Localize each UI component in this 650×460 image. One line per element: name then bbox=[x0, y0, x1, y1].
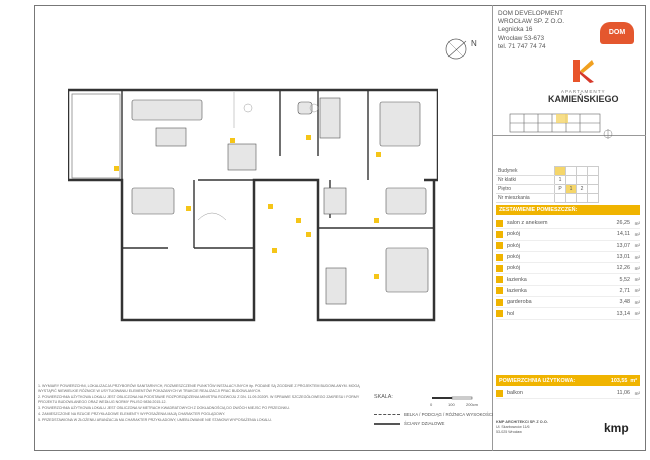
room-row bbox=[496, 241, 640, 252]
company-info bbox=[498, 10, 564, 51]
scale-tick: 100 bbox=[448, 402, 455, 407]
scale-bar bbox=[430, 396, 480, 408]
room-name: hol bbox=[507, 310, 515, 317]
scale-tick: 0 bbox=[430, 402, 433, 407]
company-phone: tel. 71 747 74 74 bbox=[498, 42, 546, 50]
room-name: garderoba bbox=[507, 299, 532, 306]
total-area-label: POWIERZCHNIA UŻYTKOWA: bbox=[499, 377, 576, 384]
dom-logo: DOM bbox=[600, 22, 634, 44]
room-marker-icon bbox=[496, 276, 503, 283]
room-marker-icon bbox=[496, 265, 503, 272]
room-area: 3,48 bbox=[619, 299, 630, 306]
room-row bbox=[496, 297, 640, 308]
architect-name: KMP ARCHITEKCI SP. Z O.O. bbox=[496, 420, 548, 424]
balcony-area: 11,06 bbox=[616, 390, 630, 397]
building-info-label: Nr klatki bbox=[496, 176, 555, 185]
note-item: 5. PRZEDSTAWIONA W ZŁOŻENIU ARANŻACJA MA CHARAKTER PRZYKŁADOWY, UMEBLOWANIE NIE STANOWI WYPOSAŻENIA LOKALU. bbox=[38, 417, 272, 422]
room-row bbox=[496, 263, 640, 274]
room-row bbox=[496, 286, 640, 297]
building-info-cell bbox=[555, 167, 566, 176]
room-row bbox=[496, 274, 640, 285]
room-unit: m² bbox=[634, 288, 640, 294]
room-area: 14,11 bbox=[616, 231, 630, 238]
room-area: 13,01 bbox=[616, 254, 630, 261]
legend-label: ŚCIANY DZIAŁOWE bbox=[404, 421, 445, 426]
rooms-header: ZESTAWIENIE POMIESZCZEŃ: bbox=[496, 205, 640, 215]
legend-label: BELKA / PODCIĄG / RÓŻNICA WYSOKOŚCI bbox=[404, 412, 494, 417]
room-marker-icon bbox=[496, 299, 503, 306]
architect-city: 53-025 Wrocław bbox=[496, 429, 522, 434]
note-item: 3. POWIERZCHNIA UŻYTKOWA LOKALU JEST OBLICZONA W METRACH KWADRATOWYCH Z DOKŁADNOŚCIĄ DO DWÓCH MIEJSC PO PRZECINKU. bbox=[38, 406, 290, 410]
total-area-unit: m² bbox=[630, 377, 637, 384]
scale-tick: 200cm bbox=[466, 402, 479, 407]
room-area: 13,14 bbox=[616, 310, 630, 317]
building-info-cell bbox=[588, 176, 599, 185]
room-area: 2,71 bbox=[619, 287, 630, 294]
room-marker-icon bbox=[496, 242, 503, 249]
kmp-logo: kmp bbox=[604, 421, 629, 435]
building-info-cell: P bbox=[555, 185, 566, 194]
building-info-row bbox=[496, 185, 599, 194]
total-area-bar bbox=[496, 375, 640, 386]
building-info-label: Piętro bbox=[496, 185, 555, 194]
project-name: KAMIEŃSKIEGO bbox=[548, 94, 619, 104]
room-unit: m² bbox=[634, 299, 640, 305]
room-unit: m² bbox=[634, 265, 640, 271]
building-info-cell bbox=[566, 194, 577, 203]
k-logo-icon bbox=[570, 58, 596, 84]
building-info-row bbox=[496, 176, 599, 185]
balcony-row bbox=[496, 388, 640, 399]
room-marker-icon bbox=[496, 310, 503, 317]
room-name: łazienka bbox=[507, 276, 527, 283]
north-label: N bbox=[471, 39, 477, 48]
note-item: 2. POWIERZCHNIA UŻYTKOWA LOKALU JEST OBLICZONA NA PODSTAWIE ROZPORZĄDZENIA MINISTRA ROZWOJU Z DN. 11.09.2020R. W SPRAWIE SZCZEGÓŁOWEGO ZAKRESU I FORMY PROJEKTU BUDOWLANEGO ORAZ WEDŁUG NORMY PN-ISO 9836:2015-12. bbox=[38, 395, 360, 405]
room-name: pokój bbox=[507, 231, 520, 238]
room-unit: m² bbox=[634, 311, 640, 317]
room-name: pokój bbox=[507, 265, 520, 272]
room-name: pokój bbox=[507, 254, 520, 261]
building-info-cell bbox=[566, 167, 577, 176]
room-marker-icon bbox=[496, 390, 503, 397]
key-plan-diagram bbox=[504, 100, 616, 142]
company-city: Wrocław 53-673 bbox=[498, 34, 545, 42]
building-info-cell bbox=[577, 167, 588, 176]
building-info-cell: 2 bbox=[577, 185, 588, 194]
plan-notes bbox=[38, 384, 368, 423]
building-info-cell: 1 bbox=[555, 176, 566, 185]
legend-line-icon bbox=[374, 414, 400, 415]
room-area: 12,26 bbox=[616, 265, 630, 272]
room-unit: m² bbox=[634, 220, 640, 226]
building-info-cell bbox=[555, 194, 566, 203]
building-info-cell: 1 bbox=[566, 185, 577, 194]
building-info-label: Budynek bbox=[496, 167, 555, 176]
company-name-2: WROCŁAW SP. Z O.O. bbox=[498, 18, 565, 26]
balcony-unit: m² bbox=[634, 390, 640, 396]
building-info-row bbox=[496, 167, 599, 176]
room-area: 26,25 bbox=[616, 220, 630, 227]
room-marker-icon bbox=[496, 254, 503, 261]
room-unit: m² bbox=[634, 243, 640, 249]
company-address: Legnicka 16 bbox=[498, 26, 533, 34]
building-info-cell bbox=[588, 185, 599, 194]
room-row bbox=[496, 218, 640, 229]
room-marker-icon bbox=[496, 220, 503, 227]
legend bbox=[374, 410, 493, 428]
building-info-cell bbox=[566, 176, 577, 185]
north-arrow-icon bbox=[444, 36, 480, 62]
total-area-value: 103,55 bbox=[610, 377, 628, 384]
building-info-cell bbox=[577, 176, 588, 185]
room-marker-icon bbox=[496, 287, 503, 294]
note-item: 4. ZAMIESZCZONE NA RZUCIE PRZYKŁADOWE ELEMENTY WYPOSAŻENIA MAJĄ CHARAKTER POGLĄDOWY. bbox=[38, 411, 226, 416]
building-info-cell bbox=[588, 167, 599, 176]
building-info-table bbox=[496, 166, 599, 203]
building-info-label: Nr mieszkania bbox=[496, 194, 555, 203]
room-name: pokój bbox=[507, 242, 520, 249]
project-logo bbox=[548, 58, 619, 104]
room-area: 5,52 bbox=[619, 276, 630, 283]
room-unit: m² bbox=[634, 254, 640, 260]
project-subtitle: APARTAMENTY bbox=[560, 89, 606, 94]
room-unit: m² bbox=[634, 231, 640, 237]
room-row bbox=[496, 252, 640, 263]
sidebar-divider bbox=[492, 5, 493, 451]
legend-item bbox=[374, 419, 493, 428]
company-name-1: DOM DEVELOPMENT bbox=[498, 10, 563, 17]
building-info-cell bbox=[577, 194, 588, 203]
building-info-row bbox=[496, 194, 599, 203]
scale-label: SKALA: bbox=[374, 394, 393, 400]
legend-item bbox=[374, 410, 493, 419]
room-row bbox=[496, 308, 640, 319]
balcony-name: balkon bbox=[507, 390, 523, 397]
architect-street: Ul. Skarbowców 11/6 bbox=[496, 424, 530, 429]
legend-line-icon bbox=[374, 423, 400, 425]
room-row bbox=[496, 229, 640, 240]
room-area: 13,07 bbox=[616, 242, 630, 249]
building-info-cell bbox=[588, 194, 599, 203]
apartment-floor-plan bbox=[68, 88, 438, 336]
room-name: salon z aneksem bbox=[507, 220, 548, 227]
room-unit: m² bbox=[634, 277, 640, 283]
room-name: łazienka bbox=[507, 287, 527, 294]
note-item: 1. WYMIARY POWIERZCHNI, LOKALIZACJA PRZYBORÓW SANITARNYCH, ROZMIESZCZENIE PUNKTÓW INSTALACYJNYCH itp. PODANE SĄ ZGODNIE Z PROJEKTEM BUDOWLANYM. MOGĄ WYSTĄPIĆ NIEWIELKIE RÓŻNICE W USYTUOWANIU ELEMENTÓW POKAZANYCH W TRAKCIE REALIZACJI PRAC BUDOWLANYCH. bbox=[38, 384, 360, 394]
rooms-list bbox=[496, 218, 640, 320]
room-marker-icon bbox=[496, 231, 503, 238]
architect-info bbox=[496, 420, 548, 434]
